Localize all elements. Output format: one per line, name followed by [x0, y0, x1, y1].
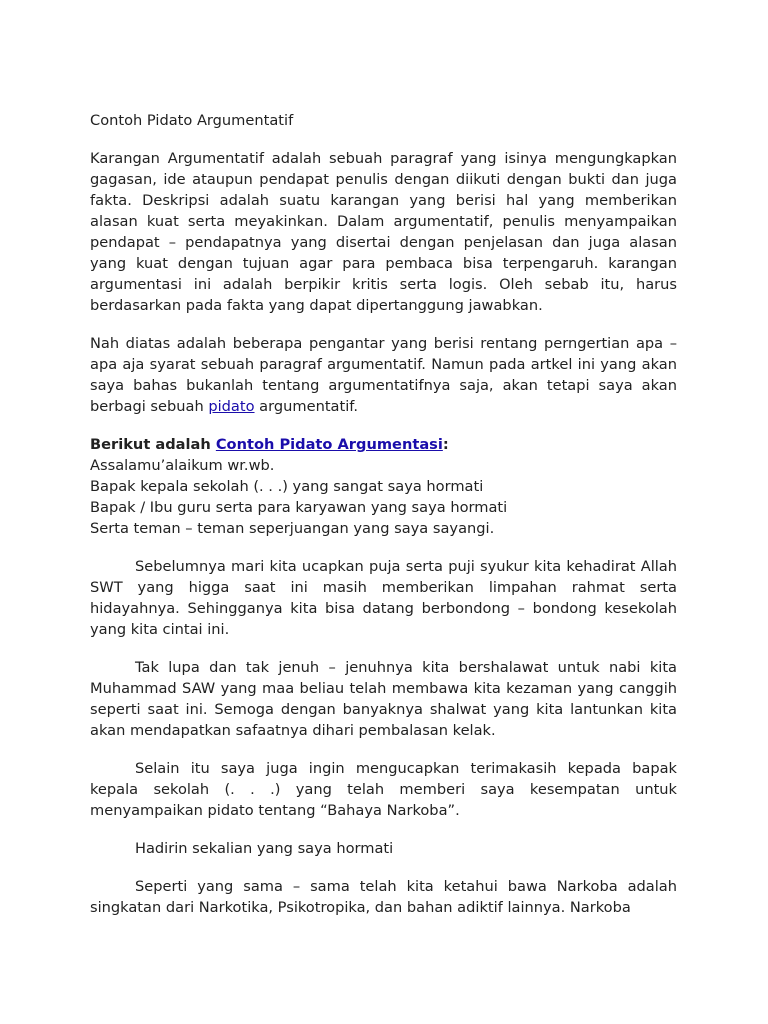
- greeting-line: Bapak kepala sekolah (. . .) yang sangat saya hormati: [90, 478, 484, 495]
- intro-suffix: :: [442, 436, 449, 453]
- speech-intro-heading: [90, 434, 677, 455]
- paragraph-shalawat: Tak lupa dan tak jenuh – jenuhnya kita bershalawat untuk nabi kita Muhammad SAW yang maa beliau telah membawa kita kezaman yang canggih seperti saat ini. Semoga dengan banyaknya shalwat yang kita lantunkan kita akan mendapatkan safaatnya dihari pembalasan kelak.: [90, 659, 677, 739]
- greeting-line: Assalamu’alaikum wr.wb.: [90, 457, 275, 474]
- speech-opening-block: [90, 434, 677, 539]
- greeting-line: Serta teman – teman seperjuangan yang saya sayangi.: [90, 520, 495, 537]
- pidato-link[interactable]: pidato: [208, 398, 255, 415]
- paragraph-narkoba-definition: Seperti yang sama – sama telah kita ketahui bawa Narkoba adalah singkatan dari Narkotika, Psikotropika, dan bahan adiktif lainnya. Narkoba: [90, 878, 677, 916]
- paragraph-intro-definition: Karangan Argumentatif adalah sebuah paragraf yang isinya mengungkapkan gagasan, ide ataupun pendapat penulis dengan diikuti dengan bukti dan juga fakta. Deskripsi adalah suatu karangan yang berisi hal yang memberikan alasan kuat serta meyakinkan. Dalam argumentatif, penulis menyampaikan pendapat – pendapatnya yang disertai dengan penjelasan dan juga alasan yang kuat dengan tujuan agar para pembaca bisa terpengaruh. karangan argumentasi ini adalah berpikir kritis serta logis. Oleh sebab itu, harus berdasarkan pada fakta yang dapat dipertanggung jawabkan.: [90, 150, 677, 314]
- paragraph-thanks: Selain itu saya juga ingin mengucapkan terimakasih kepada bapak kepala sekolah (. . .) yang telah memberi saya kesempatan untuk menyampaikan pidato tentang “Bahaya Narkoba”.: [90, 760, 677, 819]
- paragraph-text: Nah diatas adalah beberapa pengantar yang berisi rentang perngertian apa – apa aja syarat sebuah paragraf argumentatif. Namun pada artkel ini yang akan saya bahas bukanlah tentang argumentatifnya saja, akan tetapi saya akan berbagi sebuah: [90, 335, 677, 415]
- contoh-pidato-link[interactable]: Contoh Pidato Argumentasi: [215, 436, 443, 453]
- document-title: Contoh Pidato Argumentatif: [90, 112, 294, 129]
- paragraph-audience-address: Hadirin sekalian yang saya hormati: [135, 840, 394, 857]
- paragraph-gratitude: Sebelumnya mari kita ucapkan puja serta puji syukur kita kehadirat Allah SWT yang higga saat ini masih memberikan limpahan rahmat serta hidayahnya. Sehingganya kita bisa datang berbondong – bondong kesekolah yang kita cintai ini.: [90, 558, 677, 638]
- document-page: [90, 110, 677, 935]
- paragraph-intro-purpose: [90, 333, 677, 417]
- greeting-line: Bapak / Ibu guru serta para karyawan yang saya hormati: [90, 499, 508, 516]
- paragraph-text: argumentatif.: [254, 398, 358, 415]
- intro-prefix: Berikut adalah: [90, 436, 216, 453]
